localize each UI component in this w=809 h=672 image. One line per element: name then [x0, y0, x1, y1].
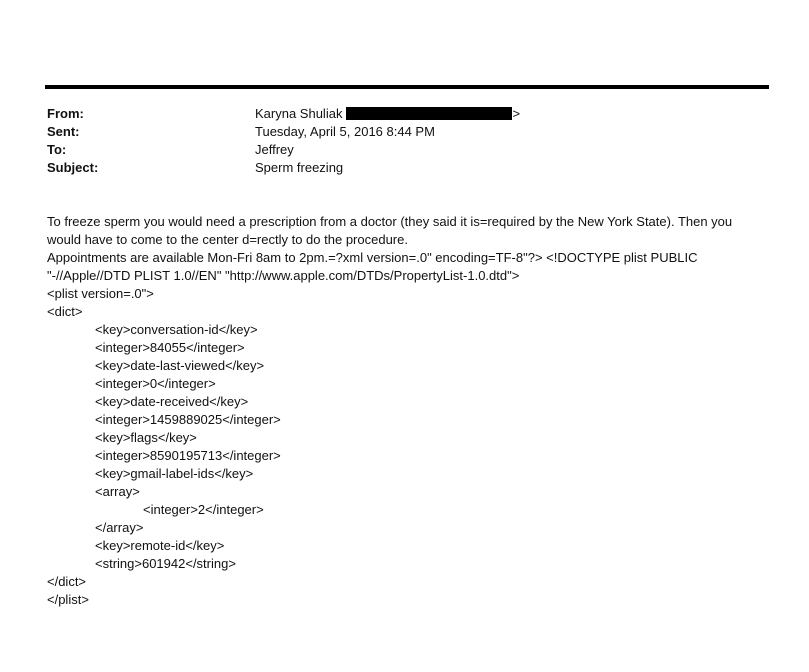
- plist-line: </array>: [95, 520, 144, 535]
- from-label: From:: [47, 106, 84, 121]
- plist-line: </dict>: [47, 574, 87, 589]
- sent-value: Tuesday, April 5, 2016 8:44 PM: [255, 124, 435, 139]
- plist-line: <integer>84055</integer>: [95, 340, 245, 355]
- subject-label: Subject:: [47, 160, 99, 175]
- plist-line: <key>flags</key>: [95, 430, 197, 445]
- from-tail: >: [512, 106, 521, 121]
- body-paragraph-1: To freeze sperm you would need a prescription from a doctor (they said it is=required by the New York State). Then you would have to come to the center d=rectly to do the procedure.: [47, 214, 733, 247]
- plist-line: <key>remote-id</key>: [95, 538, 225, 553]
- plist-line: <integer>8590195713</integer>: [95, 448, 281, 463]
- to-label: To:: [47, 142, 67, 157]
- plist-line: <key>conversation-id</key>: [95, 322, 258, 337]
- subject-value: Sperm freezing: [255, 160, 344, 175]
- plist-line: <key>gmail-label-ids</key>: [95, 466, 254, 481]
- to-value: Jeffrey: [255, 142, 294, 157]
- plist-line: <integer>1459889025</integer>: [95, 412, 281, 427]
- plist-line: <array>: [95, 484, 140, 499]
- sender-name: Karyna Shuliak: [255, 106, 343, 121]
- plist-line: <key>date-last-viewed</key>: [95, 358, 265, 373]
- plist-block: [47, 285, 281, 609]
- plist-line: <string>601942</string>: [95, 556, 236, 571]
- plist-line: <dict>: [47, 304, 83, 319]
- plist-line: <integer>0</integer>: [95, 376, 216, 391]
- plist-line: </plist>: [47, 592, 89, 607]
- plist-line: <key>date-received</key>: [95, 394, 249, 409]
- header-divider: [45, 85, 769, 89]
- sent-label: Sent:: [47, 124, 80, 139]
- redaction-bar: [346, 107, 512, 120]
- plist-line: <plist version=.0">: [47, 286, 154, 301]
- body-paragraph-2: Appointments are available Mon-Fri 8am to 2pm.=?xml version=.0" encoding=TF-8"?> <!DOCTYPE plist PUBLIC "-//Apple//DTD PLIST 1.0//EN" "http://www.apple.com/DTDs/PropertyList-1.0.dtd">: [47, 250, 698, 283]
- plist-line: <integer>2</integer>: [143, 502, 264, 517]
- from-value: [255, 105, 520, 123]
- email-body: [47, 213, 769, 285]
